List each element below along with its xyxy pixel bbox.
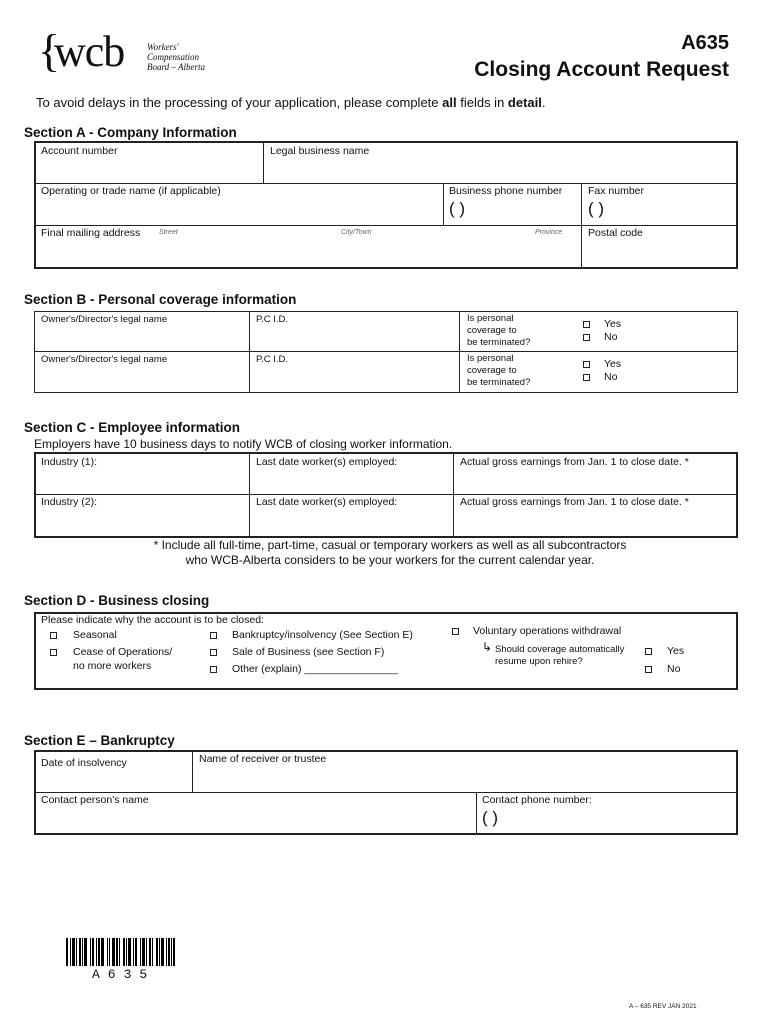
no-label-1: No [604,331,618,343]
pcid-field-2[interactable]: P.C I.D. [256,354,289,365]
owner-name-field-2[interactable]: Owner's/Director's legal name [41,354,168,365]
cease-operations-label-2: no more workers [73,660,152,672]
other-explain-field[interactable]: Other (explain) ________________ [232,663,398,675]
form-title: Closing Account Request [474,58,729,81]
owner-name-field-1[interactable]: Owner's/Director's legal name [41,314,168,325]
bankruptcy-checkbox[interactable] [210,632,217,639]
fax-number-field[interactable]: Fax number [588,185,645,197]
voluntary-withdrawal-checkbox[interactable] [452,628,459,635]
section-c-note-1: * Include all full-time, part-time, casual or temporary workers as well as all subcontractors [153,538,627,552]
contact-phone-field[interactable]: Contact phone number: [482,794,592,806]
legal-business-name-field[interactable]: Legal business name [270,145,370,157]
form-number: A635 [681,32,729,54]
resume-yes-label: Yes [667,645,685,657]
section-d-title: Section D - Business closing [24,593,210,608]
date-of-insolvency-field[interactable]: Date of insolvency [41,757,127,769]
contact-person-field[interactable]: Contact person's name [41,794,149,806]
voluntary-withdrawal-label: Voluntary operations withdrawal [473,625,622,637]
logo-brace: { [38,25,61,76]
resume-no-checkbox[interactable] [645,666,652,673]
industry-1-field[interactable]: Industry (1): [41,456,98,468]
postal-code-field[interactable]: Postal code [588,227,643,239]
section-c-subtitle: Employers have 10 business days to notify WCB of closing worker information. [34,437,453,451]
street-hint: Street [159,229,178,236]
terminate-no-checkbox-2[interactable] [583,374,590,381]
cease-operations-label: Cease of Operations/ [73,646,173,658]
yes-label-2: Yes [604,358,622,370]
final-mailing-address-field[interactable]: Final mailing address [41,227,141,239]
sale-label: Sale of Business (see Section F) [232,646,385,658]
form-revision: A – 635 REV JAN 2021 [629,1003,697,1010]
cease-operations-checkbox[interactable] [50,649,57,656]
pcid-field-1[interactable]: P.C I.D. [256,314,289,325]
section-a-title: Section A - Company Information [24,125,237,140]
resume-no-label: No [667,663,681,675]
section-a-box [34,141,738,269]
province-hint: Province [535,229,563,236]
fax-parens: ( ) [588,199,605,218]
last-date-field-1[interactable]: Last date worker(s) employed: [256,456,398,468]
closing-reason-prompt: Please indicate why the account is to be closed: [41,614,264,626]
terminate-question-1: Is personal coverage to be terminated? [467,313,531,348]
section-b-title: Section B - Personal coverage information [24,292,297,307]
seasonal-checkbox[interactable] [50,632,57,639]
sub-arrow-icon: ↳ [482,640,493,654]
section-e-title: Section E – Bankruptcy [24,733,175,748]
yes-label-1: Yes [604,318,622,330]
account-number-field[interactable]: Account number [41,145,118,157]
last-date-field-2[interactable]: Last date worker(s) employed: [256,496,398,508]
business-phone-parens: ( ) [449,199,466,218]
sale-checkbox[interactable] [210,649,217,656]
operating-name-field[interactable]: Operating or trade name (if applicable) [41,185,221,197]
barcode-text: A635 [92,967,156,982]
resume-yes-checkbox[interactable] [645,648,652,655]
section-c-note-2: who WCB-Alberta considers to be your workers for the current calendar year. [185,553,595,567]
terminate-yes-checkbox-1[interactable] [583,321,590,328]
contact-phone-parens: ( ) [482,808,499,827]
receiver-trustee-field[interactable]: Name of receiver or trustee [199,753,327,765]
gross-earnings-field-1[interactable]: Actual gross earnings from Jan. 1 to close date. * [460,456,689,468]
resume-question: Should coverage automatically resume upon rehire? [495,644,625,667]
intro-text: To avoid delays in the processing of your application, please complete all fields in detail. [36,95,546,110]
terminate-no-checkbox-1[interactable] [583,334,590,341]
seasonal-label: Seasonal [73,629,117,641]
logo-subtitle: Workers' Compensation Board – Alberta [147,42,205,72]
gross-earnings-field-2[interactable]: Actual gross earnings from Jan. 1 to close date. * [460,496,689,508]
terminate-yes-checkbox-2[interactable] [583,361,590,368]
bankruptcy-label: Bankruptcy/insolvency (See Section E) [232,629,413,641]
section-c-title: Section C - Employee information [24,420,241,435]
industry-2-field[interactable]: Industry (2): [41,496,98,508]
no-label-2: No [604,371,618,383]
logo-wordmark: wcb [54,27,125,76]
terminate-question-2: Is personal coverage to be terminated? [467,353,531,388]
city-hint: City/Town [341,229,372,236]
business-phone-field[interactable]: Business phone number [449,185,563,197]
barcode-icon [66,938,175,966]
other-checkbox[interactable] [210,666,217,673]
